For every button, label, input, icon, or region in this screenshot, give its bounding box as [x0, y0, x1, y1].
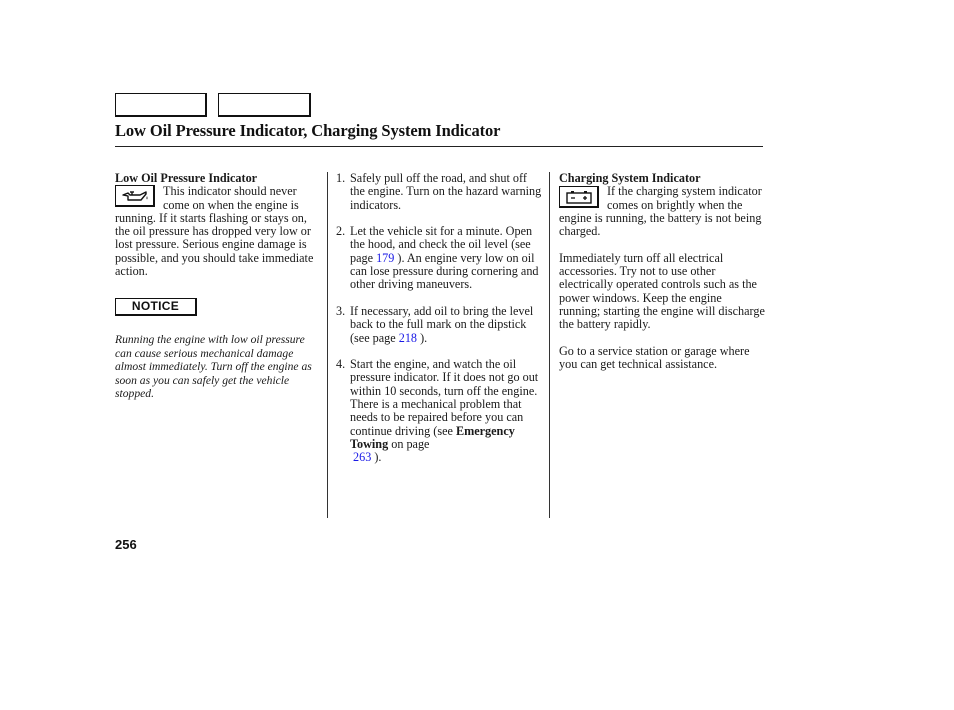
right-column [559, 172, 765, 371]
oil-pressure-icon [115, 185, 155, 207]
charging-assistance: Go to a service station or garage where you can get technical assistance. [559, 343, 750, 372]
section-heading: Low Oil Pressure Indicator [115, 171, 258, 185]
list-item: 2. Let the vehicle sit for a minute. Open the hood, and check the oil level (see page 179 ). An engine very low on oil can lose pressure during cornering and other driving maneuvers. [336, 224, 539, 292]
procedure-steps [336, 172, 542, 465]
nav-button-next[interactable] [218, 93, 311, 117]
notice-text: Running the engine with low oil pressure can cause serious mechanical damage almost immediately. Turn off the engine as soon as you can safely get the vehicle stopped. [115, 333, 312, 400]
indicator-description: This indicator should never come on when the engine is running. If it starts flashing or stays on, the oil pressure has dropped very low or lost pressure. Serious engine damage is possible, and you should take immediate action. [115, 184, 314, 279]
column-divider [327, 172, 328, 518]
list-item: 3. If necessary, add oil to bring the level back to the full mark on the dipstick (see page 218 ). [336, 303, 534, 345]
notice-badge: NOTICE [115, 298, 197, 316]
charging-description: If the charging system indicator comes on brightly when the engine is running, the battery is not being charged. [559, 184, 762, 239]
page-link-218[interactable]: 218 [398, 330, 418, 345]
nav-button-previous[interactable] [115, 93, 207, 117]
page-link-179[interactable]: 179 [376, 250, 395, 265]
battery-charging-icon [559, 186, 599, 208]
middle-column [336, 172, 542, 478]
page-link-263[interactable]: 263 [353, 450, 372, 465]
page-number: 256 [115, 537, 137, 552]
list-item: 4. Start the engine, and watch the oil pressure indicator. If it does not go out within 10 seconds, turn off the engine. There is a mechanical problem that needs to be repaired before you can continue driving (see Emergency Towing on page 263 ). [336, 357, 539, 465]
emergency-towing-reference: Emergency Towing [350, 423, 515, 451]
list-item: 1. Safely pull off the road, and shut off the engine. Turn on the hazard warning indicators. [336, 171, 542, 212]
page-title: Low Oil Pressure Indicator, Charging System Indicator [115, 121, 501, 140]
title-divider [115, 146, 763, 147]
section-heading: Charging System Indicator [559, 171, 701, 185]
charging-instructions: Immediately turn off all electrical accessories. Try not to use other electrically operated controls such as the power windows. Keep the engine running; starting the engine will discharge the battery rapidly. [559, 250, 765, 332]
left-column [115, 172, 321, 400]
column-divider [549, 172, 550, 518]
